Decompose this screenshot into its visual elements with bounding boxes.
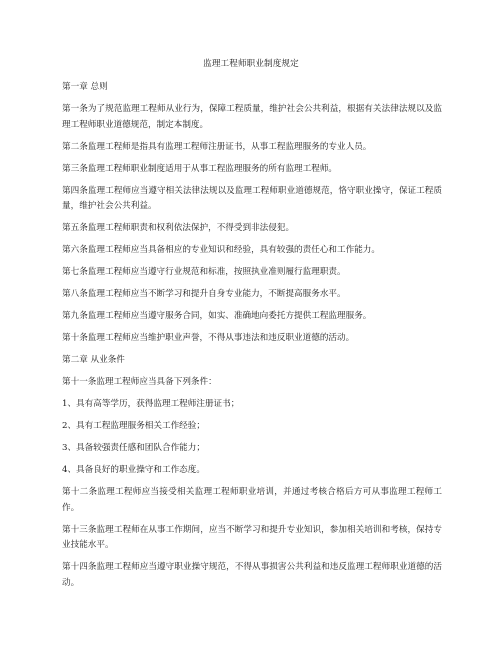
article-paragraph: 第十四条监理工程师应当遵守职业操守规范，不得从事损害公共利益和违反监理工程师职业道德的活动。	[62, 562, 442, 588]
article-paragraph: 第十二条监理工程师应当接受相关监理工程师职业培训，并通过考核合格后方可从事监理工程师工作。	[62, 487, 442, 513]
document-body	[62, 80, 442, 598]
article-paragraph: 第九条监理工程师应当遵守服务合同，如实、准确地向委托方提供工程监理服务。	[62, 311, 372, 321]
article-paragraph: 第六条监理工程师应当具备相应的专业知识和经验，具有较强的责任心和工作能力。	[62, 245, 380, 255]
article-paragraph: 第一条为了规范监理工程师从业行为，保障工程质量，维护社会公共利益，根据有关法律法规以及监理工程师职业道德规范，制定本制度。	[62, 104, 442, 130]
article-paragraph: 第十三条监理工程师在从事工作期间，应当不断学习和提升专业知识，参加相关培训和考核，保持专业技能水平。	[62, 524, 442, 550]
list-item: 2、具有工程监理服务相关工作经验；	[62, 421, 205, 431]
list-item: 1、具有高等学历，获得监理工程师注册证书；	[62, 399, 240, 409]
article-paragraph: 第四条监理工程师应当遵守相关法律法规以及监理工程师职业道德规范，恪守职业操守，保证工程质量，维护社会公共利益。	[62, 185, 442, 211]
document-title: 监理工程师职业制度规定	[203, 59, 299, 69]
list-item: 3、具备较强责任感和团队合作能力；	[62, 443, 205, 453]
chapter-heading: 第一章 总则	[62, 82, 108, 92]
chapter-heading: 第二章 从业条件	[62, 355, 125, 365]
list-item: 4、具备良好的职业操守和工作态度。	[62, 465, 205, 475]
article-paragraph: 第二条监理工程师是指具有监理工程师注册证书，从事工程监理服务的专业人员。	[62, 141, 372, 152]
article-paragraph: 第十一条监理工程师应当具备下列条件：	[62, 377, 217, 387]
article-paragraph: 第七条监理工程师应当遵守行业规范和标准，按照执业准则履行监理职责。	[62, 267, 346, 277]
article-paragraph: 第三条监理工程师职业制度适用于从事工程监理服务的所有监理工程师。	[62, 163, 338, 174]
article-paragraph: 第八条监理工程师应当不断学习和提升自身专业能力，不断提高服务水平。	[62, 289, 346, 299]
article-paragraph: 第十条监理工程师应当维护职业声誉，不得从事违法和违反职业道德的活动。	[62, 333, 355, 343]
article-paragraph: 第五条监理工程师职责和权利依法保护，不得受到非法侵犯。	[62, 223, 295, 233]
